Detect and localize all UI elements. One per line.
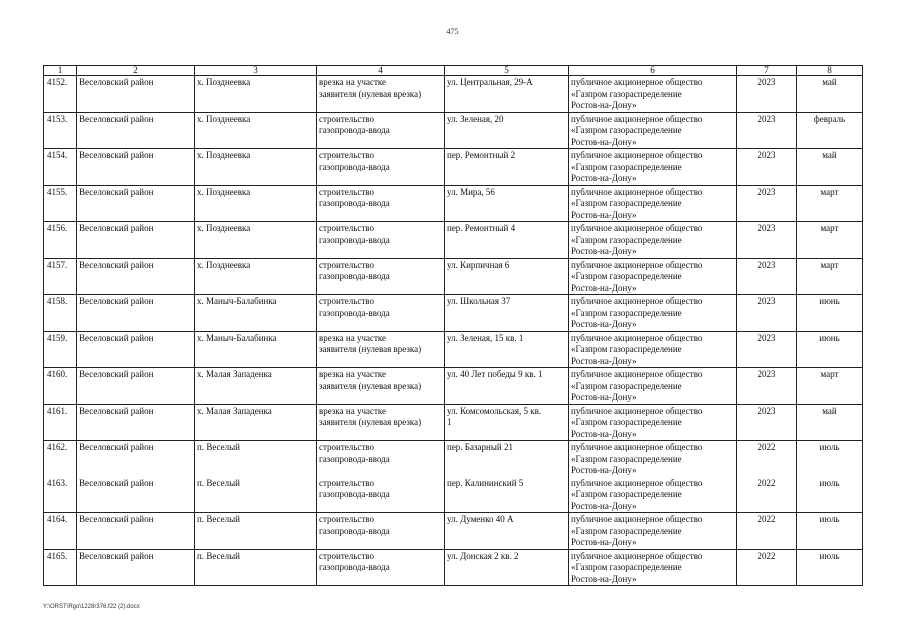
year-cell: 2022 xyxy=(737,549,797,586)
district-cell: Веселовский район xyxy=(77,368,195,405)
work-type-cell: строительство газопровода-ввода xyxy=(317,513,445,550)
organization-cell: публичное акционерное общество «Газпром газораспределение Ростов-на-Дону» xyxy=(569,368,737,405)
column-header-2: 2 xyxy=(77,66,195,76)
locality-cell: х. Позднеевка xyxy=(195,258,317,295)
month-cell: июль xyxy=(797,513,863,550)
row-number-cell: 4153. xyxy=(44,112,77,149)
year-cell: 2022 xyxy=(737,441,797,477)
address-cell: пер. Базарный 21 xyxy=(445,441,569,477)
table-row xyxy=(44,513,863,550)
district-cell: Веселовский район xyxy=(77,185,195,222)
locality-cell: х. Позднеевка xyxy=(195,149,317,186)
column-header-1: 1 xyxy=(44,66,77,76)
row-number-cell: 4164. xyxy=(44,513,77,550)
year-cell: 2023 xyxy=(737,112,797,149)
locality-cell: х. Позднеевка xyxy=(195,112,317,149)
district-cell: Веселовский район xyxy=(77,222,195,259)
organization-cell: публичное акционерное общество «Газпром газораспределение Ростов-на-Дону» xyxy=(569,331,737,368)
column-header-7: 7 xyxy=(737,66,797,76)
organization-cell: публичное акционерное общество «Газпром газораспределение Ростов-на-Дону» xyxy=(569,185,737,222)
table-row xyxy=(44,441,863,477)
table-row xyxy=(44,222,863,259)
row-number-cell: 4154. xyxy=(44,149,77,186)
work-type-cell: врезка на участке заявителя (нулевая врезка) xyxy=(317,76,445,113)
table-row xyxy=(44,404,863,441)
column-header-6: 6 xyxy=(569,66,737,76)
month-cell: февраль xyxy=(797,112,863,149)
locality-cell: х. Маныч-Балабинка xyxy=(195,331,317,368)
district-cell: Веселовский район xyxy=(77,149,195,186)
work-type-cell: строительство газопровода-ввода xyxy=(317,185,445,222)
month-cell: июль xyxy=(797,477,863,513)
document-file-path: Y:\ORST\Rgo\1228r376.f22 (2).docx xyxy=(43,604,140,610)
district-cell: Веселовский район xyxy=(77,513,195,550)
locality-cell: х. Малая Западенка xyxy=(195,404,317,441)
district-cell: Веселовский район xyxy=(77,404,195,441)
month-cell: март xyxy=(797,258,863,295)
year-cell: 2023 xyxy=(737,222,797,259)
locality-cell: х. Позднеевка xyxy=(195,185,317,222)
locality-cell: п. Веселый xyxy=(195,513,317,550)
district-cell: Веселовский район xyxy=(77,76,195,113)
work-type-cell: строительство газопровода-ввода xyxy=(317,258,445,295)
locality-cell: х. Маныч-Балабинка xyxy=(195,295,317,332)
address-cell: ул. Школьная 37 xyxy=(445,295,569,332)
work-type-cell: строительство газопровода-ввода xyxy=(317,295,445,332)
page-number: 475 xyxy=(446,27,459,36)
address-cell: пер. Ремонтный 4 xyxy=(445,222,569,259)
table-row xyxy=(44,76,863,113)
month-cell: июль xyxy=(797,549,863,586)
row-number-cell: 4162. xyxy=(44,441,77,477)
month-cell: март xyxy=(797,368,863,405)
column-number-header-row xyxy=(44,66,863,76)
table-row xyxy=(44,149,863,186)
row-number-cell: 4157. xyxy=(44,258,77,295)
locality-cell: х. Позднеевка xyxy=(195,76,317,113)
table-row xyxy=(44,368,863,405)
locality-cell: х. Позднеевка xyxy=(195,222,317,259)
table-row xyxy=(44,549,863,586)
address-cell: ул. Зеленая, 20 xyxy=(445,112,569,149)
year-cell: 2022 xyxy=(737,513,797,550)
district-cell: Веселовский район xyxy=(77,258,195,295)
year-cell: 2023 xyxy=(737,258,797,295)
organization-cell: публичное акционерное общество «Газпром газораспределение Ростов-на-Дону» xyxy=(569,222,737,259)
row-number-cell: 4156. xyxy=(44,222,77,259)
organization-cell: публичное акционерное общество «Газпром газораспределение Ростов-на-Дону» xyxy=(569,76,737,113)
organization-cell: публичное акционерное общество «Газпром газораспределение Ростов-на-Дону» xyxy=(569,112,737,149)
organization-cell: публичное акционерное общество «Газпром газораспределение Ростов-на-Дону» xyxy=(569,549,737,586)
month-cell: март xyxy=(797,222,863,259)
district-cell: Веселовский район xyxy=(77,549,195,586)
month-cell: июнь xyxy=(797,295,863,332)
month-cell: июнь xyxy=(797,331,863,368)
month-cell: май xyxy=(797,76,863,113)
address-cell: ул. Думенко 40 А xyxy=(445,513,569,550)
column-header-5: 5 xyxy=(445,66,569,76)
work-type-cell: врезка на участке заявителя (нулевая врезка) xyxy=(317,368,445,405)
month-cell: май xyxy=(797,149,863,186)
year-cell: 2023 xyxy=(737,295,797,332)
year-cell: 2023 xyxy=(737,185,797,222)
row-number-cell: 4155. xyxy=(44,185,77,222)
work-type-cell: строительство газопровода-ввода xyxy=(317,149,445,186)
locality-cell: п. Веселый xyxy=(195,549,317,586)
work-type-cell: строительство газопровода-ввода xyxy=(317,477,445,513)
table-row xyxy=(44,112,863,149)
organization-cell: публичное акционерное общество «Газпром газораспределение Ростов-на-Дону» xyxy=(569,513,737,550)
address-cell: ул. Комсомольская, 5 кв. 1 xyxy=(445,404,569,441)
address-cell: ул. Донская 2 кв. 2 xyxy=(445,549,569,586)
year-cell: 2023 xyxy=(737,404,797,441)
row-number-cell: 4165. xyxy=(44,549,77,586)
address-cell: ул. Центральная, 29-А xyxy=(445,76,569,113)
organization-cell: публичное акционерное общество «Газпром газораспределение Ростов-на-Дону» xyxy=(569,404,737,441)
year-cell: 2022 xyxy=(737,477,797,513)
work-type-cell: строительство газопровода-ввода xyxy=(317,549,445,586)
row-number-cell: 4152. xyxy=(44,76,77,113)
year-cell: 2023 xyxy=(737,76,797,113)
row-number-cell: 4163. xyxy=(44,477,77,513)
row-number-cell: 4158. xyxy=(44,295,77,332)
locality-cell: п. Веселый xyxy=(195,441,317,477)
table-row xyxy=(44,258,863,295)
locality-cell: п. Веселый xyxy=(195,477,317,513)
year-cell: 2023 xyxy=(737,149,797,186)
district-cell: Веселовский район xyxy=(77,295,195,332)
table-row xyxy=(44,477,863,513)
organization-cell: публичное акционерное общество «Газпром газораспределение Ростов-на-Дону» xyxy=(569,149,737,186)
work-type-cell: строительство газопровода-ввода xyxy=(317,441,445,477)
address-cell: пер. Ремонтный 2 xyxy=(445,149,569,186)
column-header-8: 8 xyxy=(797,66,863,76)
district-cell: Веселовский район xyxy=(77,441,195,477)
address-cell: ул. Мира, 56 xyxy=(445,185,569,222)
year-cell: 2023 xyxy=(737,368,797,405)
organization-cell: публичное акционерное общество «Газпром газораспределение Ростов-на-Дону» xyxy=(569,441,737,477)
address-cell: ул. Зеленая, 15 кв. 1 xyxy=(445,331,569,368)
work-type-cell: строительство газопровода-ввода xyxy=(317,112,445,149)
address-cell: ул. 40 Лет победы 9 кв. 1 xyxy=(445,368,569,405)
gasification-schedule-table xyxy=(43,65,863,586)
work-type-cell: врезка на участке заявителя (нулевая врезка) xyxy=(317,331,445,368)
year-cell: 2023 xyxy=(737,331,797,368)
district-cell: Веселовский район xyxy=(77,112,195,149)
column-header-4: 4 xyxy=(317,66,445,76)
column-header-3: 3 xyxy=(195,66,317,76)
organization-cell: публичное акционерное общество «Газпром газораспределение Ростов-на-Дону» xyxy=(569,295,737,332)
address-cell: ул. Кирпичная 6 xyxy=(445,258,569,295)
work-type-cell: врезка на участке заявителя (нулевая врезка) xyxy=(317,404,445,441)
row-number-cell: 4159. xyxy=(44,331,77,368)
district-cell: Веселовский район xyxy=(77,477,195,513)
month-cell: май xyxy=(797,404,863,441)
work-type-cell: строительство газопровода-ввода xyxy=(317,222,445,259)
row-number-cell: 4161. xyxy=(44,404,77,441)
table-row xyxy=(44,295,863,332)
table-row xyxy=(44,331,863,368)
organization-cell: публичное акционерное общество «Газпром газораспределение Ростов-на-Дону» xyxy=(569,258,737,295)
district-cell: Веселовский район xyxy=(77,331,195,368)
row-number-cell: 4160. xyxy=(44,368,77,405)
month-cell: март xyxy=(797,185,863,222)
locality-cell: х. Малая Западенка xyxy=(195,368,317,405)
month-cell: июль xyxy=(797,441,863,477)
organization-cell: публичное акционерное общество «Газпром газораспределение Ростов-на-Дону» xyxy=(569,477,737,513)
table-row xyxy=(44,185,863,222)
address-cell: пер. Калининский 5 xyxy=(445,477,569,513)
